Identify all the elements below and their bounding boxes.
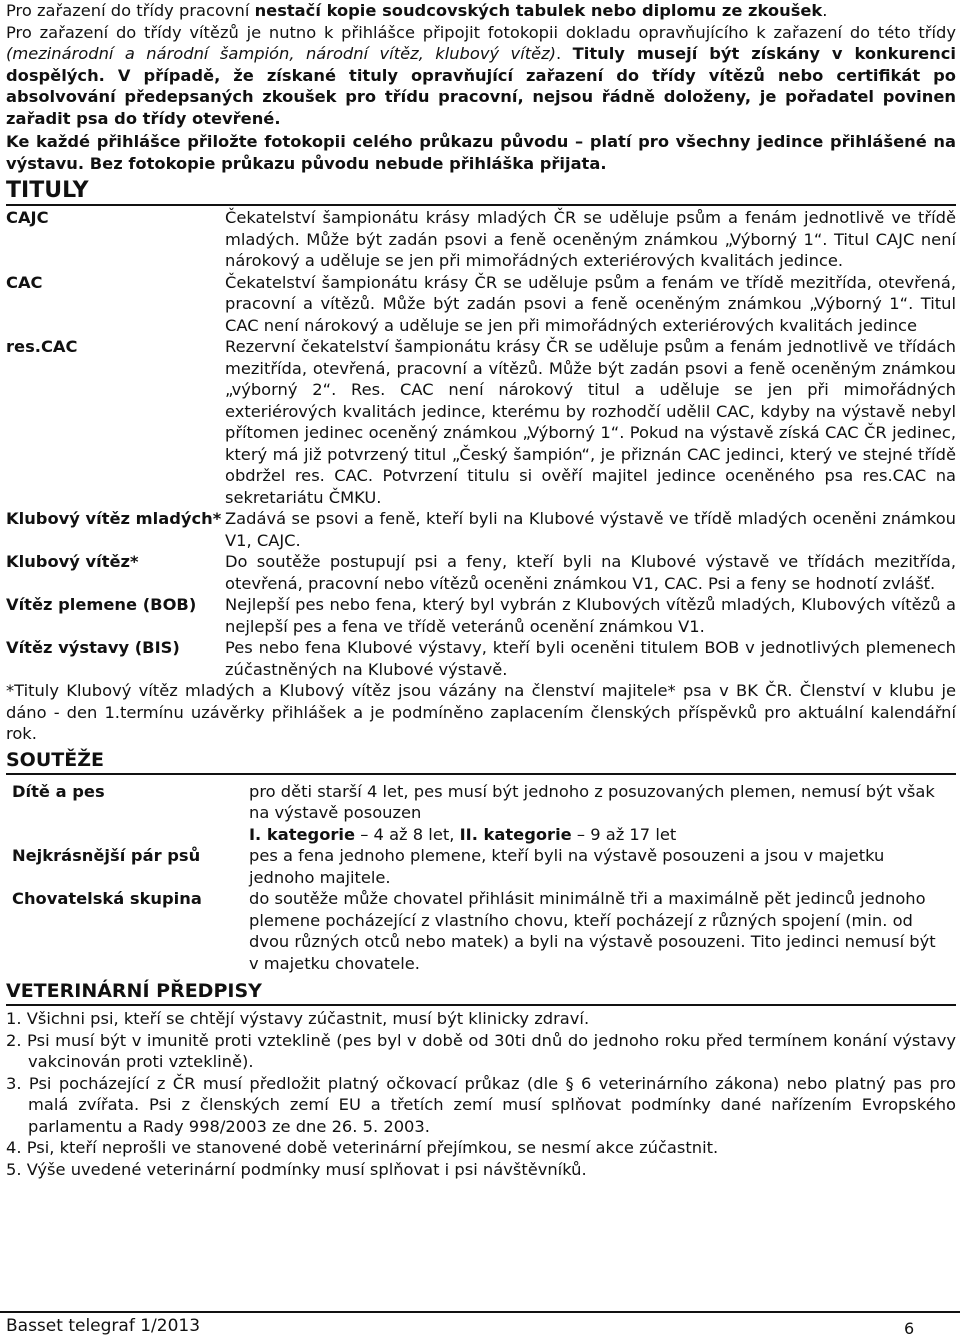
titles-heading-rule: [6, 204, 956, 206]
competition-row: [6, 845, 956, 888]
page-footer: [0, 1311, 960, 1341]
competition-title: Chovatelská skupina: [12, 889, 202, 908]
competitions-heading: SOUTĚŽE: [6, 748, 104, 771]
titles-heading: TITULY: [6, 178, 89, 203]
competition-desc-text: pro děti starší 4 let, pes musí být jednoho z posuzovaných plemen, nemusí být však na výstavě posouzen: [249, 781, 935, 822]
category-2-text: – 9 až 17 let: [571, 824, 677, 844]
title-name: Vítěz plemene (BOB): [6, 595, 197, 614]
veterinary-list: [6, 1008, 956, 1180]
competition-title: Dítě a pes: [12, 781, 105, 801]
intro-p2-mid: .: [556, 44, 573, 63]
title-row: [6, 207, 956, 272]
competition-desc: pes a fena jednoho plemene, kteří byli na výstavě posouzeni a jsou v majetku jednoho majitele.: [249, 846, 885, 887]
competition-title: Nejkrásnější pár psů: [12, 846, 201, 865]
title-description: Zadává se psovi a feně, kteří byli na Klubové výstavě ve třídě mladých oceněni známkou V1, CAJC.: [225, 509, 956, 550]
intro-line-1-text: Pro zařazení do třídy pracovní: [6, 1, 255, 20]
veterinary-item: 5. Výše uvedené veterinární podmínky musí splňovat i psi návštěvníků.: [6, 1159, 587, 1179]
intro-p2-text: Pro zařazení do třídy vítězů je nutno k přihlášce připojit fotokopii dokladu opravňujícího k zařazení do této třídy: [6, 22, 956, 42]
title-name: Vítěz výstavy (BIS): [6, 638, 180, 657]
intro-line-1-end: .: [822, 1, 828, 20]
intro-line-1-bold: nestačí kopie soudcovských tabulek nebo diplomu ze zkoušek: [254, 1, 823, 20]
titles-heading-wrap: [6, 176, 956, 206]
title-row: [6, 272, 956, 337]
title-description: Pes nebo fena Klubové výstavy, kteří byli oceněni titulem BOB v jednotlivých plemenech zúčastněných na Klubové výstavě.: [225, 638, 956, 679]
title-row: [6, 336, 956, 508]
title-description: Čekatelství šampionátu krásy ČR se uděluje psům a fenám ve třídě mezitřída, otevřená, pracovní a vítězů. Může být zadán psovi a feně oceněným známkou „Výborný 1“. Titul CAC není nárokový a uděluje se jen při mimořádných exteriérových kvalitách jedince: [225, 272, 956, 335]
intro-paragraph-3: Ke každé přihlášce přiložte fotokopii celého průkazu původu – platí pro všechny jedince přihlášené na výstavu. Bez fotokopie průkazu původu nebude přihláška přijata.: [6, 132, 956, 173]
competition-row: [6, 888, 956, 974]
title-row: [6, 551, 956, 594]
veterinary-heading-rule: [6, 1004, 956, 1006]
category-1-text: – 4 až 8 let,: [355, 824, 460, 844]
veterinary-item: 3. Psi pocházející z ČR musí předložit platný očkovací průkaz (dle § 6 veterinárního zákona) nebo platný pas pro malá zvířata. Psi z členských zemí EU a třetích zemí musí splňovat podmínky dané nařízením Evropského parlamentu a Rady 998/2003 ze dne 26. 5. 2003.: [6, 1073, 956, 1136]
competitions-heading-rule: [6, 773, 956, 775]
title-description: Čekatelství šampionátu krásy mladých ČR se uděluje psům a fenám jednotlivě ve třídě mladých. Může být zadán psovi a feně oceněným známkou „Výborný 1“. Titul CAJC není nárokový a uděluje se jen při mimořádných exteriérových kvalitách jedince.: [225, 208, 956, 270]
intro-p2-bold: Tituly musejí být získány v konkurenci dospělých. V případě, že získané tituly opravňující zařazení do třídy vítězů nebo certifikát po absolvování předepsaných zkoušek pro třídu pracovní, nejsou řádně doloženy, je pořadatel povinen zařadit psa do třídy otevřené.: [6, 44, 956, 128]
veterinary-item: 1. Všichni psi, kteří se chtějí výstavy zúčastnit, musí být klinicky zdraví.: [6, 1009, 590, 1028]
title-description: Nejlepší pes nebo fena, který byl vybrán z Klubových vítězů mladých, Klubových vítězů a nejlepší pes a fena ve třídě veteránů ocenění známkou V1.: [225, 595, 956, 636]
title-name: CAC: [6, 272, 43, 292]
competition-desc: do soutěže může chovatel přihlásit minimálně tři a maximálně pět jedinců jednoho plemene pocházející z vlastního chovu, kteří pocházejí z různých spojení (min. od dvou různých otců nebo matek) a byli na výstavě posouzeni. Tito jedinci nemusí být v majetku chovatele.: [249, 889, 936, 973]
title-name: Klubový vítěz mladých*: [6, 509, 222, 528]
intro-paragraph-2: [6, 22, 956, 130]
title-row: [6, 594, 956, 637]
veterinary-heading: VETERINÁRNÍ PŘEDPISY: [6, 980, 262, 1002]
page-number: 6: [904, 1319, 915, 1338]
title-name: res.CAC: [6, 337, 78, 356]
competition-desc: [249, 781, 956, 846]
title-name: Klubový vítěz*: [6, 552, 139, 571]
titles-footnote: *Tituly Klubový vítěz mladých a Klubový vítěz jsou vázány na členství majitele* psa v BK ČR. Členství v klubu je dáno - den 1.termínu uzávěrky přihlášek a je podmíněno zaplacením členských příspěvků pro aktuální kalendářní rok.: [6, 681, 956, 743]
document-page: [6, 0, 956, 1180]
category-1-label: I. kategorie: [249, 824, 356, 844]
publication-name: Basset telegraf 1/2013: [6, 1316, 201, 1336]
intro-p2-italic: (mezinárodní a národní šampión, národní vítěz, klubový vítěz): [6, 44, 557, 63]
veterinary-item: 2. Psi musí být v imunitě proti vzteklině (pes byl v době od 30ti dnů do jednoho roku před termínem konání výstavy vakcinován proti vzteklině).: [6, 1030, 956, 1071]
title-description: Do soutěže postupují psi a feny, kteří byli na Klubové výstavě ve třídách mezitřída, otevřená, pracovní nebo vítězů oceněni známkou V1, CAC. Psi a feny se hodnotí zvlášť.: [225, 552, 956, 593]
title-name: CAJC: [6, 208, 49, 227]
title-row: [6, 508, 956, 551]
title-description: Rezervní čekatelství šampionátu krásy ČR se uděluje psům a fenám jednotlivě ve třídách mezitřída, otevřená, pracovní a vítězů. Může být zadán psovi a feně oceněným známkou „výborný 2“. Res. CAC není nárokový titul a uděluje se jen při mimořádných exteriérových kvalitách jedince, kterému by rozhodčí udělil CAC, kdyby na výstavě nebyl přítomen jedinec oceněný známkou „Výborný 1“. Pokud na výstavě získá CAC ČR jedinec, který má již potvrzený titul „Český šampión“, je přiznán CAC jedinci, který ve stejné třídě obdržel res. CAC. Potvrzení titulu si ověří majitel jedince oceněného psa res.CAC na sekretariátu ČMKU.: [225, 337, 956, 507]
intro-line-1: [6, 0, 956, 22]
veterinary-item: 4. Psi, kteří neprošli ve stanovené době veterinární přejímkou, se nesmí akce zúčastnit.: [6, 1138, 719, 1157]
veterinary-heading-wrap: [6, 976, 956, 1006]
competitions-table: [6, 781, 956, 975]
category-2-label: II. kategorie: [459, 824, 572, 844]
competition-row: [6, 781, 956, 846]
competitions-heading-wrap: [6, 745, 956, 775]
titles-table: [6, 207, 956, 680]
title-row: [6, 637, 956, 680]
